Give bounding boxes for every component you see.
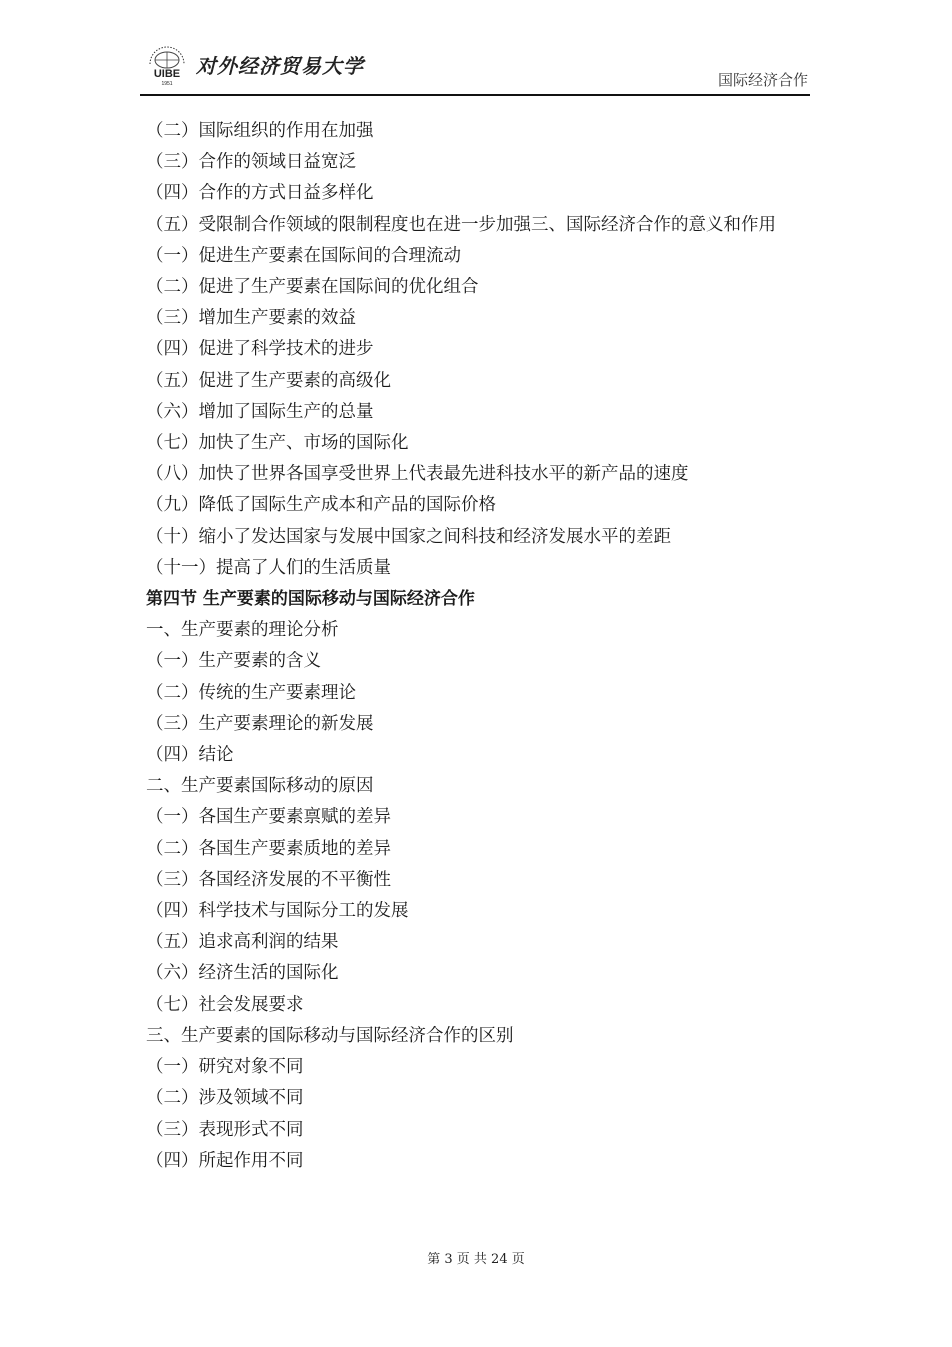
outline-line: （二）促进了生产要素在国际间的优化组合 — [146, 277, 479, 298]
outline-line: （三）表现形式不同 — [146, 1119, 304, 1140]
page-content — [146, 116, 812, 1177]
outline-line: （一）各国生产要素禀赋的差异 — [146, 807, 391, 828]
outline-line: （五）受限制合作领域的限制程度也在进一步加强三、国际经济合作的意义和作用 — [146, 214, 776, 235]
university-logo — [144, 42, 190, 88]
outline-line: （十）缩小了发达国家与发展中国家之间科技和经济发展水平的差距 — [146, 526, 671, 547]
outline-line: （三）增加生产要素的效益 — [146, 308, 356, 329]
outline-line: （四）促进了科学技术的进步 — [146, 339, 374, 360]
outline-line: （四）结论 — [146, 745, 234, 766]
outline-line: （四）科学技术与国际分工的发展 — [146, 901, 409, 922]
outline-line: （一）促进生产要素在国际间的合理流动 — [146, 245, 461, 266]
svg-text:UIBE: UIBE — [153, 68, 181, 80]
outline-line: 二、生产要素国际移动的原因 — [146, 776, 374, 797]
outline-line: 三、生产要素的国际移动与国际经济合作的区别 — [146, 1025, 514, 1046]
outline-line: （十一）提高了人们的生活质量 — [146, 557, 391, 578]
outline-line: （二）涉及领域不同 — [146, 1088, 304, 1109]
outline-line: （五）追求高利润的结果 — [146, 932, 339, 953]
outline-line: （四）所起作用不同 — [146, 1150, 304, 1171]
outline-line: （九）降低了国际生产成本和产品的国际价格 — [146, 495, 496, 516]
svg-text:1951: 1951 — [161, 81, 173, 87]
outline-line: （三）生产要素理论的新发展 — [146, 713, 374, 734]
outline-line: 一、生产要素的理论分析 — [146, 620, 339, 641]
page-header — [140, 38, 810, 96]
university-name: 对外经济贸易大学 — [196, 54, 364, 78]
outline-line: （二）各国生产要素质地的差异 — [146, 838, 391, 859]
outline-line: （二）国际组织的作用在加强 — [146, 121, 374, 141]
page-footer: 第 3 页 共 24 页 — [427, 1252, 525, 1267]
outline-line: （一）生产要素的含义 — [146, 651, 321, 672]
outline-line: （四）合作的方式日益多样化 — [146, 183, 374, 204]
outline-line: （三）合作的领域日益宽泛 — [146, 152, 356, 173]
outline-line: （七）社会发展要求 — [146, 994, 304, 1015]
outline-line: （三）各国经济发展的不平衡性 — [146, 869, 391, 890]
section-heading: 第四节 生产要素的国际移动与国际经济合作 — [146, 589, 475, 610]
outline-line: （六）经济生活的国际化 — [146, 963, 339, 984]
outline-line: （五）促进了生产要素的高级化 — [146, 370, 391, 391]
outline-line: （六）增加了国际生产的总量 — [146, 401, 374, 422]
outline-line: （七）加快了生产、市场的国际化 — [146, 433, 409, 454]
outline-line: （八）加快了世界各国享受世界上代表最先进科技水平的新产品的速度 — [146, 464, 689, 485]
outline-line: （一）研究对象不同 — [146, 1057, 304, 1078]
document-title: 国际经济合作 — [717, 71, 808, 89]
outline-line: （二）传统的生产要素理论 — [146, 682, 356, 703]
